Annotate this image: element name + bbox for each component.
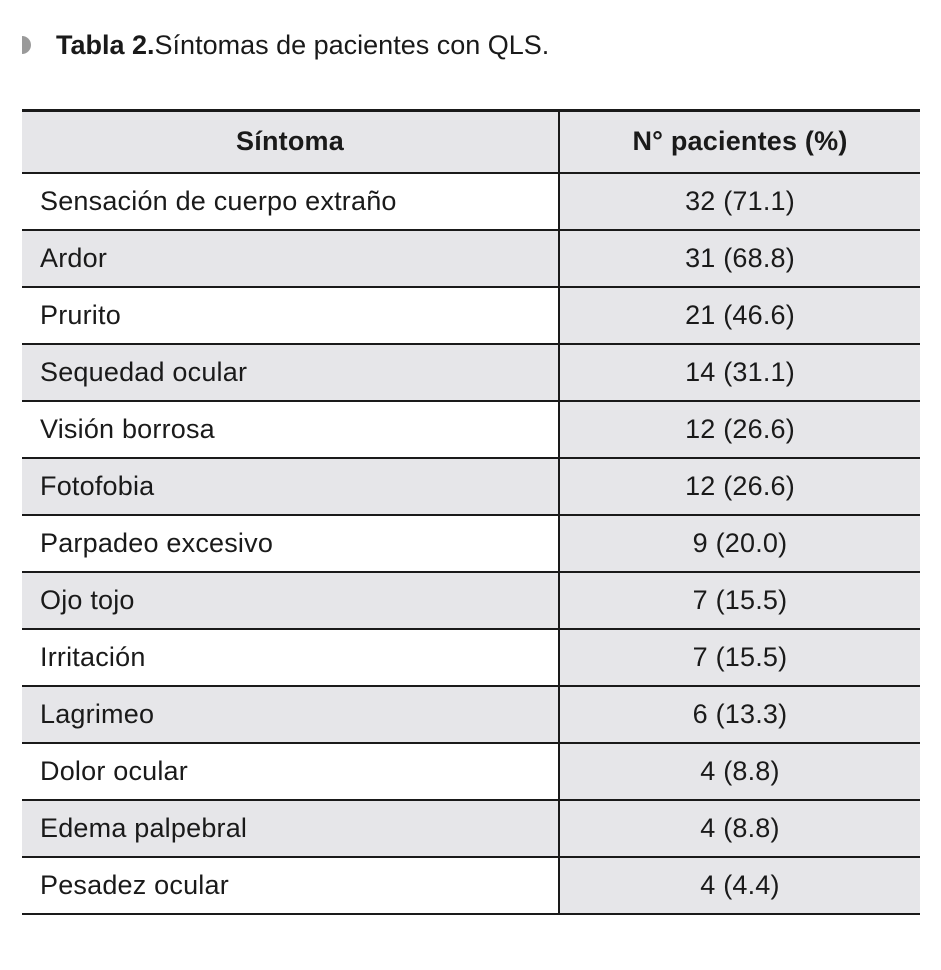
- table-row: [22, 572, 920, 629]
- symptom-cell: Irritación: [22, 629, 559, 686]
- symptom-cell: Lagrimeo: [22, 686, 559, 743]
- symptom-cell: Sensación de cuerpo extraño: [22, 173, 559, 230]
- patients-cell: 32 (71.1): [559, 173, 920, 230]
- symptom-cell: Parpadeo excesivo: [22, 515, 559, 572]
- table-row: [22, 173, 920, 230]
- symptom-cell: Ojo tojo: [22, 572, 559, 629]
- symptom-cell: Ardor: [22, 230, 559, 287]
- symptom-cell: Prurito: [22, 287, 559, 344]
- patients-cell: 21 (46.6): [559, 287, 920, 344]
- patients-cell: 14 (31.1): [559, 344, 920, 401]
- caption-marker-icon: [22, 36, 31, 54]
- table-row: [22, 800, 920, 857]
- header-patients: N° pacientes (%): [559, 111, 920, 173]
- table-row: [22, 857, 920, 914]
- table-caption: [22, 28, 549, 62]
- table-row: [22, 743, 920, 800]
- table-row: [22, 458, 920, 515]
- symptom-cell: Fotofobia: [22, 458, 559, 515]
- patients-cell: 4 (8.8): [559, 743, 920, 800]
- caption-label: Tabla 2.: [56, 29, 155, 60]
- patients-cell: 9 (20.0): [559, 515, 920, 572]
- patients-cell: 4 (4.4): [559, 857, 920, 914]
- patients-cell: 12 (26.6): [559, 458, 920, 515]
- patients-cell: 6 (13.3): [559, 686, 920, 743]
- symptom-cell: Edema palpebral: [22, 800, 559, 857]
- table-row: [22, 401, 920, 458]
- symptoms-table: [22, 109, 920, 915]
- table-header-row: [22, 111, 920, 173]
- symptom-cell: Visión borrosa: [22, 401, 559, 458]
- table-row: [22, 515, 920, 572]
- table-row: [22, 344, 920, 401]
- patients-cell: 31 (68.8): [559, 230, 920, 287]
- patients-cell: 4 (8.8): [559, 800, 920, 857]
- patients-cell: 12 (26.6): [559, 401, 920, 458]
- symptom-cell: Sequedad ocular: [22, 344, 559, 401]
- patients-cell: 7 (15.5): [559, 629, 920, 686]
- table-row: [22, 230, 920, 287]
- table-row: [22, 287, 920, 344]
- table-row: [22, 686, 920, 743]
- header-symptom: Síntoma: [22, 111, 559, 173]
- table-row: [22, 629, 920, 686]
- symptom-cell: Dolor ocular: [22, 743, 559, 800]
- caption-text: Síntomas de pacientes con QLS.: [154, 29, 550, 60]
- symptom-cell: Pesadez ocular: [22, 857, 559, 914]
- patients-cell: 7 (15.5): [559, 572, 920, 629]
